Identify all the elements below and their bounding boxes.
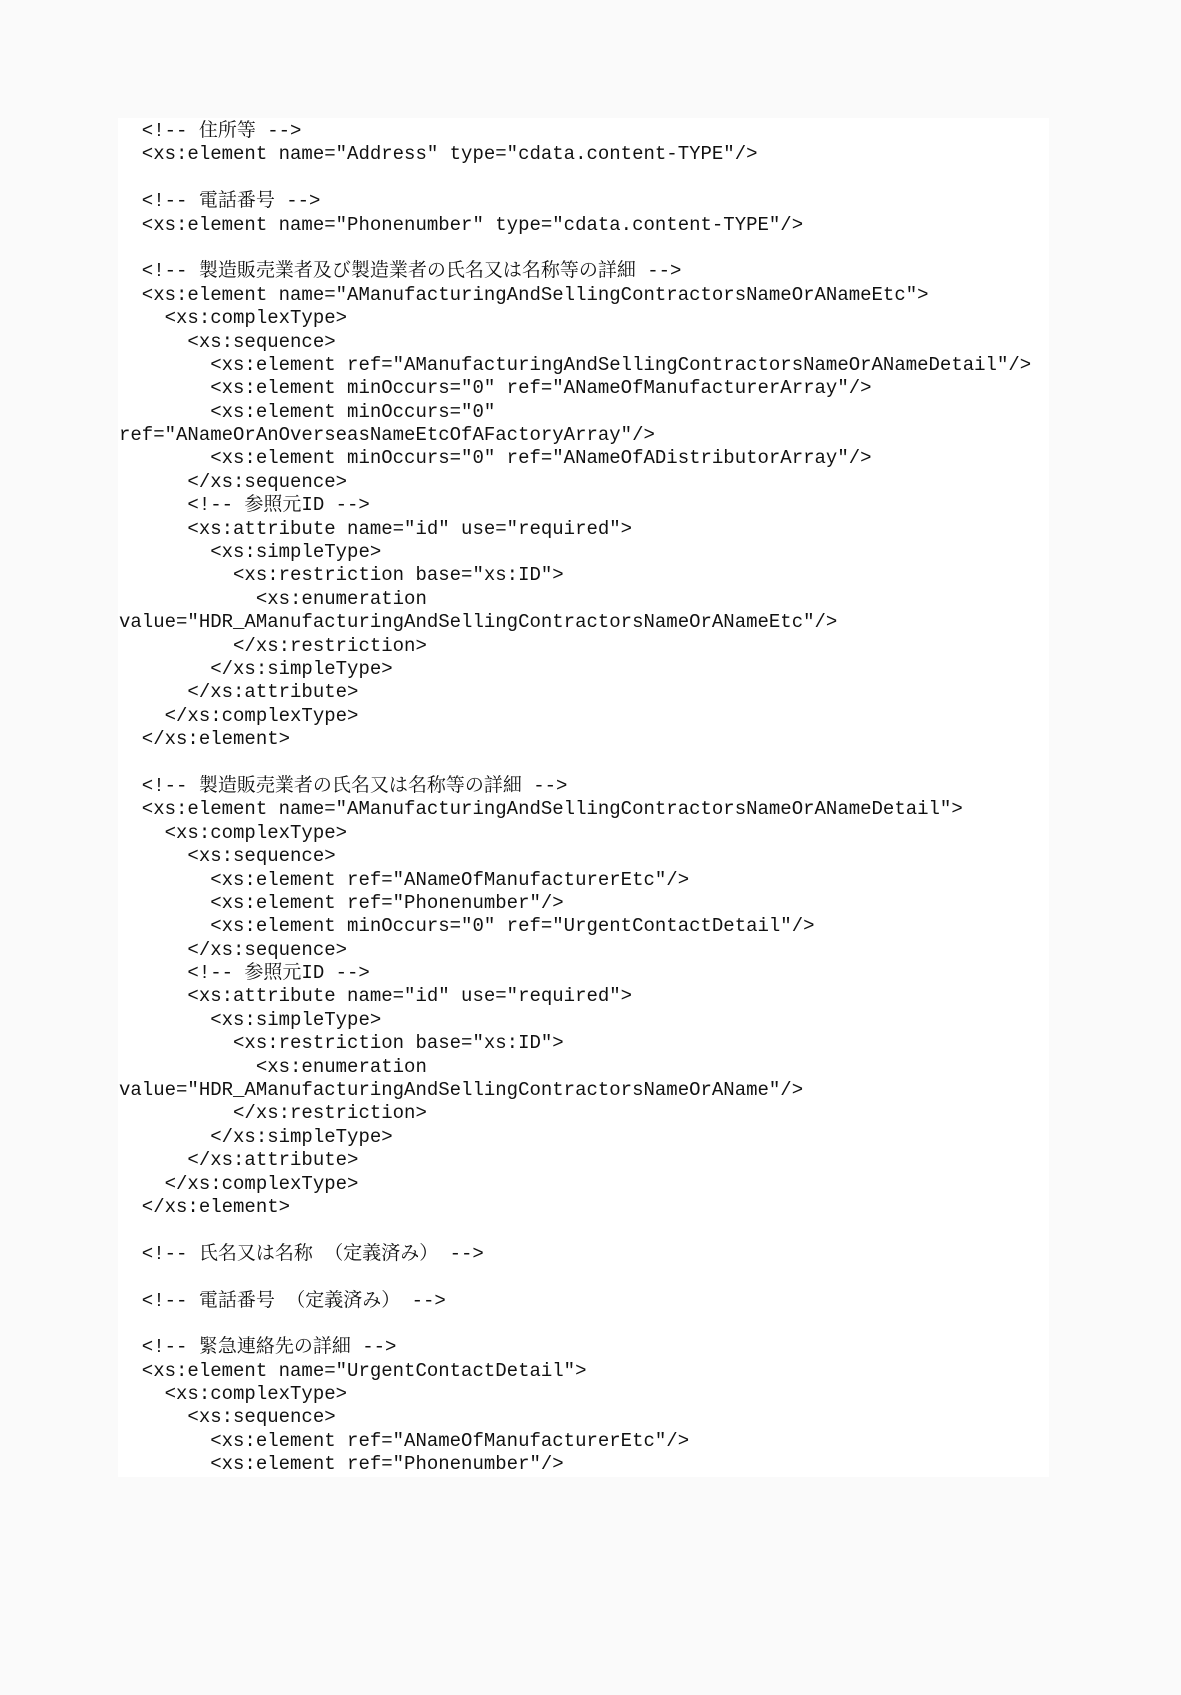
code-line: <xs:element name="AManufacturingAndSellingContractorsNameOrANameDetail"> (119, 798, 963, 821)
code-line: <xs:element ref="AManufacturingAndSellingContractorsNameOrANameDetail"/> (119, 353, 1032, 376)
code-line: <xs:enumeration (119, 1055, 427, 1078)
code-line: <!-- 電話番号 （定義済み） --> (119, 1289, 446, 1312)
code-line: <xs:restriction base="xs:ID"> (119, 1032, 564, 1055)
code-line (119, 752, 1031, 775)
code-line: <xs:element name="UrgentContactDetail"> (119, 1359, 587, 1382)
code-line: </xs:sequence> (119, 938, 348, 961)
code-line (119, 1266, 1031, 1289)
code-line: <xs:attribute name="id" use="required"> (119, 517, 633, 540)
code-line: <xs:element name="Phonenumber" type="cdata.content-TYPE"/> (119, 213, 804, 236)
code-line: <xs:simpleType> (119, 1008, 382, 1031)
code-line: <xs:sequence> (119, 330, 336, 353)
code-line: ref="ANameOrAnOverseasNameEtcOfAFactoryArray"/> (119, 424, 655, 447)
code-line: </xs:simpleType> (119, 657, 393, 680)
code-line: <xs:enumeration (119, 587, 427, 610)
code-line: </xs:complexType> (119, 1172, 359, 1195)
code-line: <xs:element minOccurs="0" ref="UrgentContactDetail"/> (119, 915, 815, 938)
code-line: <!-- 参照元ID --> (119, 494, 370, 517)
code-line: </xs:attribute> (119, 681, 359, 704)
code-line: <xs:complexType> (119, 307, 348, 330)
code-line: <xs:element ref="Phonenumber"/> (119, 891, 564, 914)
code-line: <!-- 参照元ID --> (119, 962, 370, 985)
code-line: <xs:element ref="ANameOfManufacturerEtc"/> (119, 868, 690, 891)
document-page (118, 118, 1049, 1477)
code-line: </xs:simpleType> (119, 1125, 393, 1148)
code-line: <xs:element name="AManufacturingAndSellingContractorsNameOrANameEtc"> (119, 283, 929, 306)
code-line: <xs:sequence> (119, 845, 336, 868)
code-line: <xs:simpleType> (119, 541, 382, 564)
code-line: <!-- 緊急連絡先の詳細 --> (119, 1336, 397, 1359)
code-line: <xs:restriction base="xs:ID"> (119, 564, 564, 587)
code-line (119, 167, 1031, 190)
code-line: value="HDR_AManufacturingAndSellingContractorsNameOrANameEtc"/> (119, 611, 838, 634)
code-line (119, 1219, 1031, 1242)
code-line: <xs:element ref="Phonenumber"/> (119, 1453, 564, 1476)
code-line: <xs:element minOccurs="0" ref="ANameOfADistributorArray"/> (119, 447, 872, 470)
xml-schema-code-block (119, 120, 1031, 1477)
code-line: <xs:element name="Address" type="cdata.content-TYPE"/> (119, 143, 758, 166)
code-line: </xs:element> (119, 1195, 291, 1218)
code-line: <xs:element minOccurs="0" (119, 400, 496, 423)
code-line: </xs:sequence> (119, 470, 348, 493)
code-line: </xs:attribute> (119, 1149, 359, 1172)
code-line: </xs:complexType> (119, 704, 359, 727)
code-line: <!-- 電話番号 --> (119, 190, 321, 213)
code-line: value="HDR_AManufacturingAndSellingContractorsNameOrAName"/> (119, 1079, 804, 1102)
code-line: </xs:restriction> (119, 1102, 427, 1125)
code-line: <!-- 製造販売業者及び製造業者の氏名又は名称等の詳細 --> (119, 260, 682, 283)
code-line: <xs:sequence> (119, 1406, 336, 1429)
code-line (119, 237, 1031, 260)
code-line: <xs:complexType> (119, 821, 348, 844)
code-line: <!-- 製造販売業者の氏名又は名称等の詳細 --> (119, 774, 568, 797)
code-line: <!-- 氏名又は名称 （定義済み） --> (119, 1242, 484, 1265)
code-line: </xs:restriction> (119, 634, 427, 657)
code-line: <xs:attribute name="id" use="required"> (119, 985, 633, 1008)
code-line: </xs:element> (119, 728, 291, 751)
code-line: <!-- 住所等 --> (119, 120, 302, 142)
code-line (119, 1313, 1031, 1336)
code-line: <xs:element minOccurs="0" ref="ANameOfManufacturerArray"/> (119, 377, 872, 400)
code-line: <xs:complexType> (119, 1383, 348, 1406)
code-line: <xs:element ref="ANameOfManufacturerEtc"/> (119, 1429, 690, 1452)
